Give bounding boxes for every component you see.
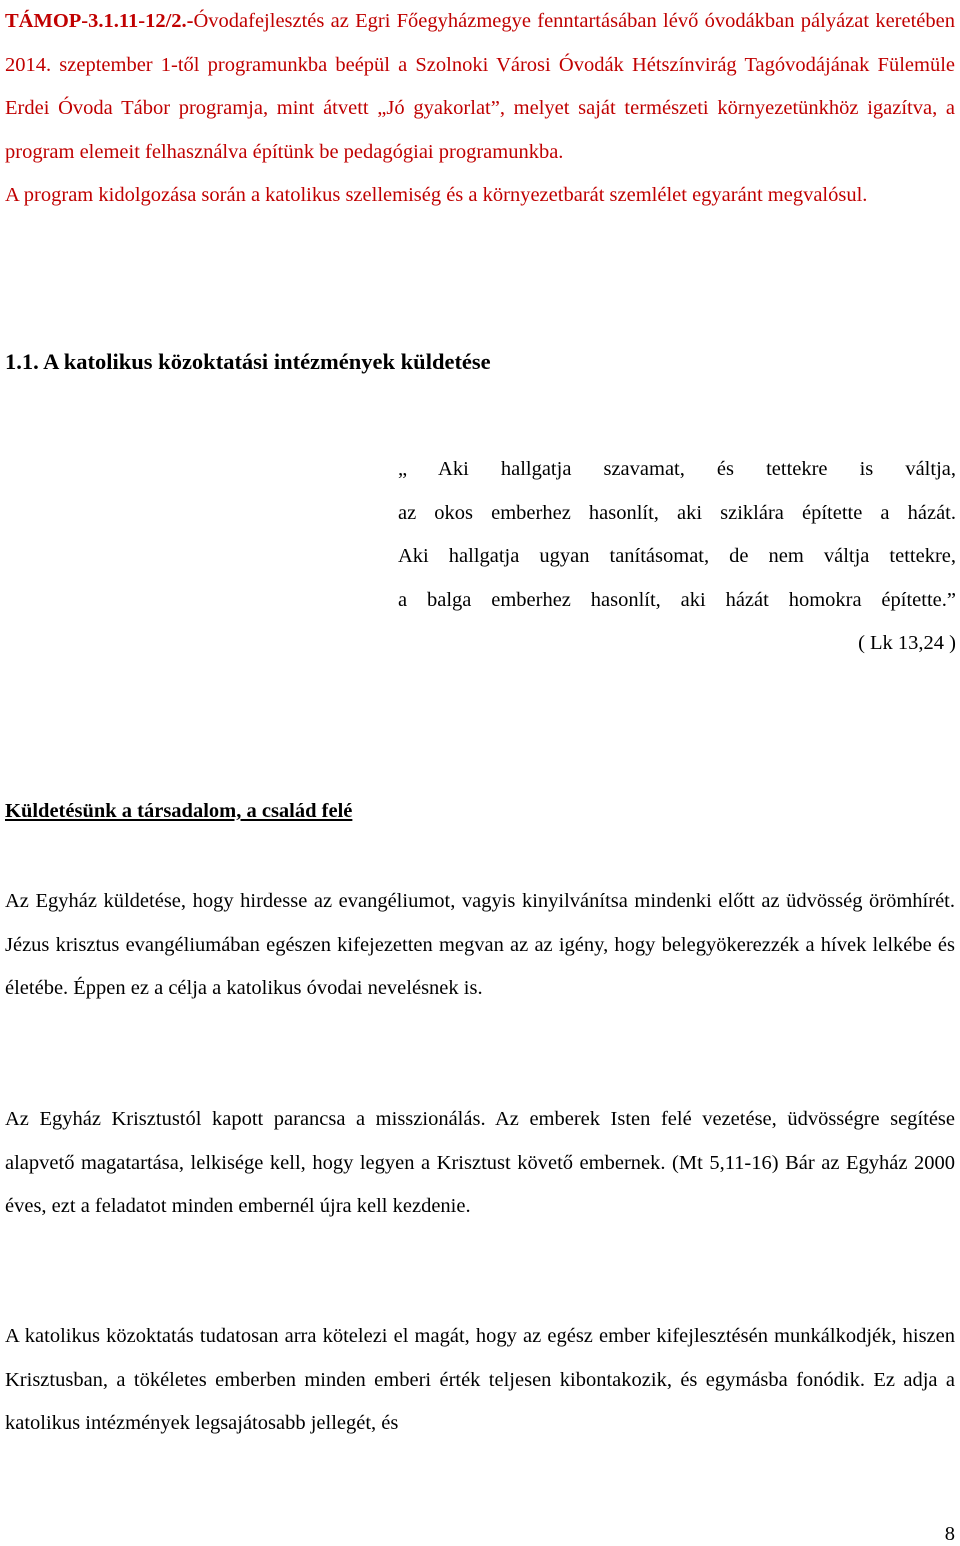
intro-text: Óvodafejlesztés az Egri Főegyházmegye fenntartásában lévő óvodákban pályázat keretében 2014. szeptember 1-től programunkba beépül a Szolnoki Városi Óvodák Hétszínvirág Tagóvodájának Fülemüle Erdei Óvoda Tábor programja, mint átvett „Jó gyakorlat”, melyet saját természeti környezetünkhöz igazítva, a program elemeit felhasználva építünk be pedagógiai programunkba. bbox=[5, 10, 955, 163]
body-paragraph: A katolikus közoktatás tudatosan arra kötelezi el magát, hogy az egész ember kifejlesztésén munkálkodjék, hiszen Krisztusban, a tökéletes emberben minden emberi érték teljesen kibontakozik, és egymásba fonódik. Ez adja a katolikus intézmények legsajátosabb jellegét, és bbox=[5, 1325, 955, 1434]
intro-block bbox=[5, 0, 955, 218]
bible-quote bbox=[398, 448, 956, 666]
page-number: 8 bbox=[944, 1523, 955, 1545]
quote-line: Aki hallgatja ugyan tanításomat, de nem váltja tettekre, bbox=[398, 545, 956, 567]
body-paragraph: Az Egyház Krisztustól kapott parancsa a misszionálás. Az emberek Isten felé vezetése, üdvösségre segítése alapvető magatartása, lelkisége kell, hogy legyen a Krisztust követő embernek. (Mt 5,11-16) Bár az Egyház 2000 éves, ezt a feladatot minden embernél újra kell kezdenie. bbox=[5, 1108, 955, 1217]
subheading: Küldetésünk a társadalom, a család felé bbox=[5, 800, 353, 822]
section-heading: 1.1. A katolikus közoktatási intézmények küldetése bbox=[5, 349, 491, 374]
body-paragraph: Az Egyház küldetése, hogy hirdesse az evangéliumot, vagyis kinyilvánítsa mindenki előtt az üdvösség örömhírét. Jézus krisztus evangéliumában egészen kifejezetten megvan az az igény, hogy belegyökerezzék a hívek lelkébe és életébe. Éppen ez a célja a katolikus óvodai nevelésnek is. bbox=[5, 890, 955, 999]
quote-line: az okos emberhez hasonlít, aki sziklára építette a házát. bbox=[398, 501, 956, 524]
quote-line: a balga emberhez hasonlít, aki házát homokra építette.” bbox=[398, 588, 956, 611]
intro-paragraph bbox=[5, 0, 955, 174]
quote-line: „ Aki hallgatja szavamat, és tettekre is váltja, bbox=[398, 458, 956, 480]
quote-reference: ( Lk 13,24 ) bbox=[858, 632, 956, 654]
program-code: TÁMOP-3.1.11-12/2.- bbox=[5, 10, 194, 32]
intro-second-paragraph: A program kidolgozása során a katolikus szellemiség és a környezetbarát szemlélet egyaránt megvalósul. bbox=[5, 184, 868, 206]
